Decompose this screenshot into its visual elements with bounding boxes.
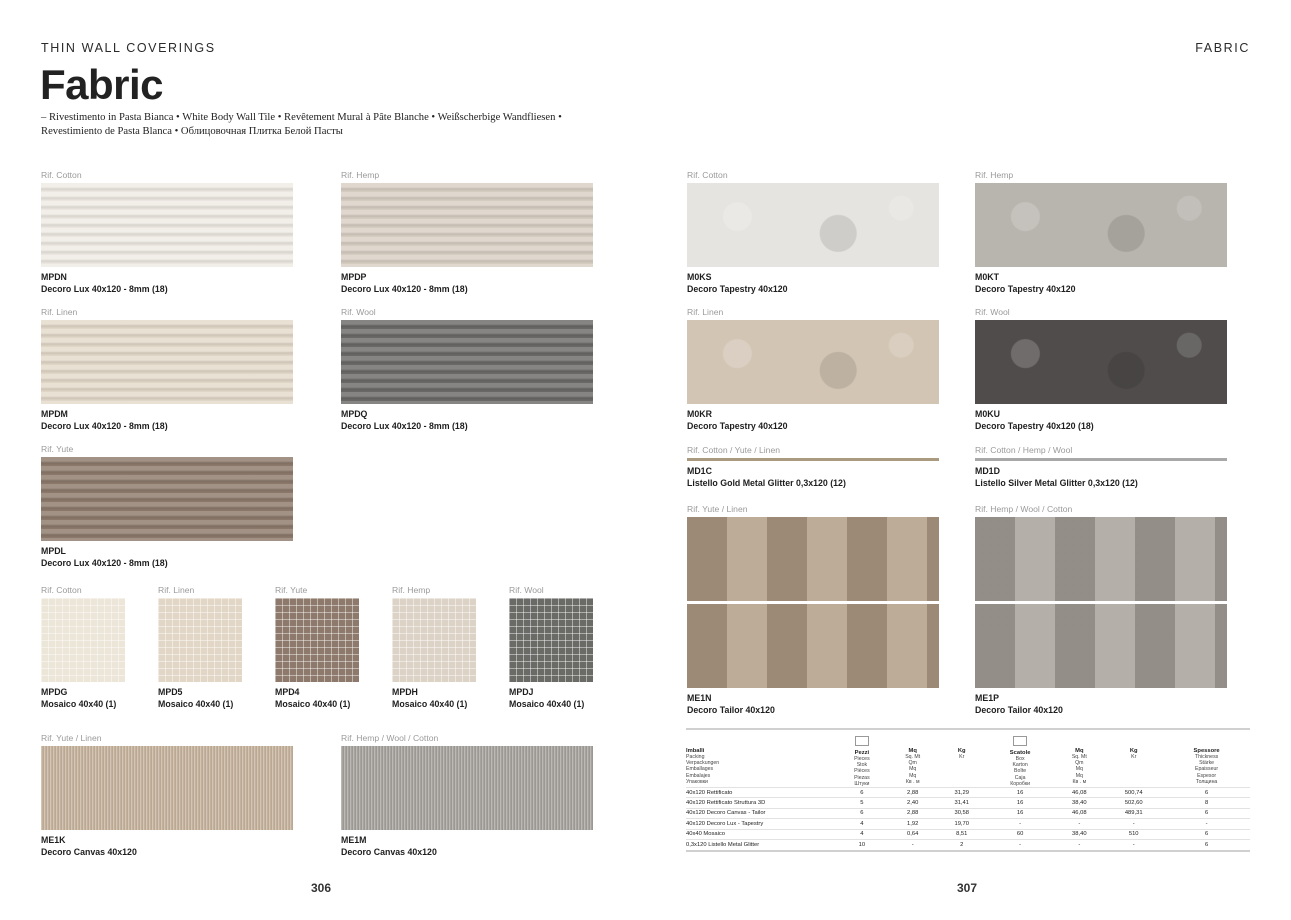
- table-cell: 8,51: [938, 829, 986, 839]
- packing-label: Verpackungen: [686, 760, 720, 767]
- table-cell: 6: [1163, 839, 1250, 849]
- table-cell: -: [1104, 819, 1163, 829]
- product-reference: Rif. Yute: [41, 444, 74, 454]
- product-reference: Rif. Hemp: [392, 585, 431, 595]
- product-code: M0KS: [687, 272, 712, 282]
- product-description: Decoro Lux 40x120 - 8mm (18): [41, 557, 168, 568]
- table-cell: -: [986, 839, 1055, 849]
- col-sub: Mq: [1075, 772, 1083, 779]
- product-description: Decoro Canvas 40x120: [341, 846, 437, 857]
- product-code: MPD5: [158, 687, 183, 697]
- product-swatch: [975, 517, 1227, 688]
- packing-table: [686, 728, 1250, 852]
- intro-line-2: Revestimiento de Pasta Blanca • Облицовочная Плитка Белой Пасты: [41, 126, 343, 137]
- table-cell: -: [986, 819, 1055, 829]
- product-code: MPDQ: [341, 409, 368, 419]
- product-swatch: [687, 517, 939, 688]
- col-head: Kg: [957, 748, 966, 754]
- piece-icon: [855, 736, 869, 746]
- product-reference: Rif. Hemp / Wool / Cotton: [975, 504, 1073, 514]
- product-code: MPDG: [41, 687, 68, 697]
- product-swatch: [41, 183, 293, 267]
- col-sub: Mq: [909, 772, 917, 779]
- table-cell: 500,74: [1104, 788, 1163, 798]
- product-code: MPD4: [275, 687, 300, 697]
- product-swatch: [975, 320, 1227, 404]
- product-description: Mosaico 40x40 (1): [509, 698, 585, 709]
- product-description: Decoro Lux 40x120 - 8mm (18): [341, 283, 468, 294]
- product-code: M0KR: [687, 409, 712, 419]
- table-row: [686, 798, 1250, 808]
- table-cell: 2,88: [888, 808, 938, 818]
- product-swatch: [41, 457, 293, 541]
- table-cell: 6: [836, 788, 888, 798]
- product-swatch: [41, 320, 293, 404]
- table-cell: 510: [1104, 829, 1163, 839]
- table-cell: 6: [1163, 829, 1250, 839]
- product-reference: Rif. Linen: [41, 307, 78, 317]
- product-code: ME1P: [975, 693, 999, 703]
- product-reference: Rif. Hemp / Wool / Cotton: [341, 733, 439, 743]
- table-cell: 16: [986, 808, 1055, 818]
- col-head: Pezzi: [854, 750, 870, 756]
- col-sub: Karton: [1012, 762, 1028, 769]
- product-swatch: [341, 320, 593, 404]
- product-description: Mosaico 40x40 (1): [275, 698, 351, 709]
- table-row: [686, 839, 1250, 849]
- product-swatch: [341, 183, 593, 267]
- product-reference: Rif. Linen: [158, 585, 195, 595]
- product-reference: Rif. Cotton: [41, 170, 82, 180]
- product-swatch: [41, 746, 293, 830]
- table-cell: 60: [986, 829, 1055, 839]
- product-code: ME1N: [687, 693, 712, 703]
- col-sub: Pièces: [854, 768, 870, 775]
- product-description: Decoro Tapestry 40x120 (18): [975, 420, 1094, 431]
- table-cell: -: [1163, 819, 1250, 829]
- packing-label: Packing: [686, 754, 705, 760]
- col-sub: Qm: [1075, 760, 1084, 767]
- col-sub: Кв . м: [1072, 778, 1087, 785]
- col-sub: Kr: [959, 754, 965, 760]
- table-cell: 2: [938, 839, 986, 849]
- table-cell: 16: [986, 798, 1055, 808]
- packing-table-header: [686, 730, 1250, 788]
- table-cell: 5: [836, 798, 888, 808]
- row-label: 40x40 Mosaico: [686, 829, 836, 839]
- table-cell: 4: [836, 829, 888, 839]
- table-cell: -: [888, 839, 938, 849]
- product-code: ME1M: [341, 835, 367, 845]
- table-cell: 38,40: [1054, 798, 1104, 808]
- product-description: Decoro Lux 40x120 - 8mm (18): [341, 420, 468, 431]
- product-reference: Rif. Hemp: [341, 170, 380, 180]
- col-head: Scatole: [1009, 750, 1031, 756]
- product-swatch: [275, 598, 359, 682]
- product-reference: Rif. Yute / Linen: [41, 733, 102, 743]
- product-swatch: [41, 598, 125, 682]
- intro-text: [41, 111, 601, 139]
- product-swatch: [392, 598, 476, 682]
- page-title: Fabric: [40, 61, 164, 108]
- table-cell: -: [1054, 839, 1104, 849]
- product-code: MPDJ: [509, 687, 534, 697]
- product-code: MD1D: [975, 466, 1000, 476]
- col-sub: Thickness: [1194, 754, 1219, 760]
- col-sub: Caja: [1014, 774, 1026, 781]
- product-reference: Rif. Wool: [341, 307, 376, 317]
- product-reference: Rif. Hemp: [975, 170, 1014, 180]
- product-reference: Rif. Yute: [275, 585, 308, 595]
- table-cell: 31,29: [938, 788, 986, 798]
- table-cell: 2,40: [888, 798, 938, 808]
- product-reference: Rif. Wool: [975, 307, 1010, 317]
- col-sub: Kr: [1131, 754, 1137, 760]
- col-sub: Mq: [1075, 766, 1083, 773]
- col-sub: Mq: [909, 766, 917, 773]
- table-cell: -: [1054, 819, 1104, 829]
- table-cell: 4: [836, 819, 888, 829]
- col-sub: Толщина: [1195, 778, 1218, 785]
- col-sub: Espesor: [1197, 772, 1217, 779]
- col-sub: Коробки: [1010, 780, 1031, 787]
- product-code: ME1K: [41, 835, 66, 845]
- row-label: 40x120 Decoro Canvas - Tailor: [686, 808, 836, 818]
- packing-label: Упаковки: [686, 778, 708, 785]
- col-head: Kg: [1129, 748, 1138, 754]
- col-sub: Sq. Mt: [1071, 754, 1087, 760]
- box-icon: [1013, 736, 1027, 746]
- table-cell: 502,60: [1104, 798, 1163, 808]
- table-cell: 46,08: [1054, 788, 1104, 798]
- table-row: [686, 788, 1250, 798]
- row-label: 40x120 Rettificato: [686, 788, 836, 798]
- product-reference: Rif. Cotton: [687, 170, 728, 180]
- col-sub: Штуки: [854, 780, 870, 787]
- packing-label: Emballages: [686, 766, 714, 773]
- product-swatch: [158, 598, 242, 682]
- intro-line-1: – Rivestimento in Pasta Bianca • White Body Wall Tile • Revêtement Mural à Pâte Blanche • Weißscherbige Wandfliesen •: [41, 112, 562, 123]
- col-head: Spessore: [1193, 748, 1220, 754]
- product-description: Decoro Lux 40x120 - 8mm (18): [41, 420, 168, 431]
- page-number-left: 306: [311, 881, 332, 895]
- product-reference: Rif. Cotton: [41, 585, 82, 595]
- table-cell: 2,88: [888, 788, 938, 798]
- product-code: MPDN: [41, 272, 67, 282]
- product-swatch: [687, 183, 939, 267]
- table-cell: 19,70: [938, 819, 986, 829]
- product-code: MPDL: [41, 546, 66, 556]
- packing-label: Embalajes: [686, 772, 711, 779]
- product-description: Decoro Tapestry 40x120: [687, 283, 788, 294]
- product-description: Mosaico 40x40 (1): [392, 698, 468, 709]
- product-code: MD1C: [687, 466, 712, 476]
- product-description: Listello Silver Metal Glitter 0,3x120 (12): [975, 477, 1138, 488]
- section-label-left: THIN WALL COVERINGS: [41, 41, 216, 55]
- table-cell: 1,92: [888, 819, 938, 829]
- page-number-right: 307: [957, 881, 978, 895]
- col-sub: Кв . м: [905, 778, 920, 785]
- product-code: MPDP: [341, 272, 367, 282]
- product-reference: Rif. Yute / Linen: [687, 504, 748, 514]
- product-reference: Rif. Linen: [687, 307, 724, 317]
- product-description: Decoro Tapestry 40x120: [975, 283, 1076, 294]
- table-cell: 16: [986, 788, 1055, 798]
- table-cell: 46,08: [1054, 808, 1104, 818]
- col-sub: Box: [1015, 756, 1025, 762]
- table-cell: 6: [1163, 788, 1250, 798]
- product-swatch: [687, 458, 939, 461]
- table-cell: 8: [1163, 798, 1250, 808]
- col-sub: Stok: [856, 762, 868, 769]
- product-swatch: [975, 183, 1227, 267]
- product-reference: Rif. Cotton / Yute / Linen: [687, 445, 780, 455]
- row-label: 40x120 Rettificato Struttura 3D: [686, 798, 836, 808]
- product-swatch: [509, 598, 593, 682]
- product-code: M0KU: [975, 409, 1000, 419]
- product-description: Decoro Lux 40x120 - 8mm (18): [41, 283, 168, 294]
- col-sub: Piezas: [854, 774, 870, 781]
- product-code: MPDH: [392, 687, 418, 697]
- table-cell: 31,41: [938, 798, 986, 808]
- table-cell: 30,58: [938, 808, 986, 818]
- table-row: [686, 819, 1250, 829]
- product-swatch: [975, 458, 1227, 461]
- col-sub: Epaisseur: [1195, 766, 1219, 773]
- product-description: Decoro Tailor 40x120: [687, 704, 775, 715]
- table-row: [686, 829, 1250, 839]
- product-description: Mosaico 40x40 (1): [158, 698, 234, 709]
- col-head: Mq: [1075, 748, 1084, 754]
- table-cell: -: [1104, 839, 1163, 849]
- row-label: 0,3x120 Listello Metal Glitter: [686, 839, 836, 849]
- product-description: Decoro Tailor 40x120: [975, 704, 1063, 715]
- table-cell: 6: [836, 808, 888, 818]
- col-sub: Pieces: [854, 756, 870, 762]
- product-swatch: [341, 746, 593, 830]
- table-row: [686, 808, 1250, 818]
- product-reference: Rif. Cotton / Hemp / Wool: [975, 445, 1073, 455]
- col-sub: Stärke: [1199, 760, 1215, 767]
- table-cell: 6: [1163, 808, 1250, 818]
- product-description: Decoro Tapestry 40x120: [687, 420, 788, 431]
- table-cell: 10: [836, 839, 888, 849]
- product-code: MPDM: [41, 409, 68, 419]
- product-description: Listello Gold Metal Glitter 0,3x120 (12): [687, 477, 846, 488]
- product-code: M0KT: [975, 272, 999, 282]
- section-label-right: FABRIC: [1195, 41, 1250, 55]
- row-label: 40x120 Decoro Lux - Tapestry: [686, 819, 836, 829]
- col-sub: Qm: [908, 760, 917, 767]
- product-description: Mosaico 40x40 (1): [41, 698, 117, 709]
- table-cell: 0,64: [888, 829, 938, 839]
- product-swatch: [687, 320, 939, 404]
- table-cell: 489,31: [1104, 808, 1163, 818]
- col-sub: Boîte: [1014, 768, 1027, 775]
- packing-label-head: Imballi: [686, 748, 705, 754]
- col-head: Mq: [908, 748, 917, 754]
- table-cell: 38,40: [1054, 829, 1104, 839]
- col-sub: Sq. Mt: [905, 754, 921, 760]
- product-reference: Rif. Wool: [509, 585, 544, 595]
- product-description: Decoro Canvas 40x120: [41, 846, 137, 857]
